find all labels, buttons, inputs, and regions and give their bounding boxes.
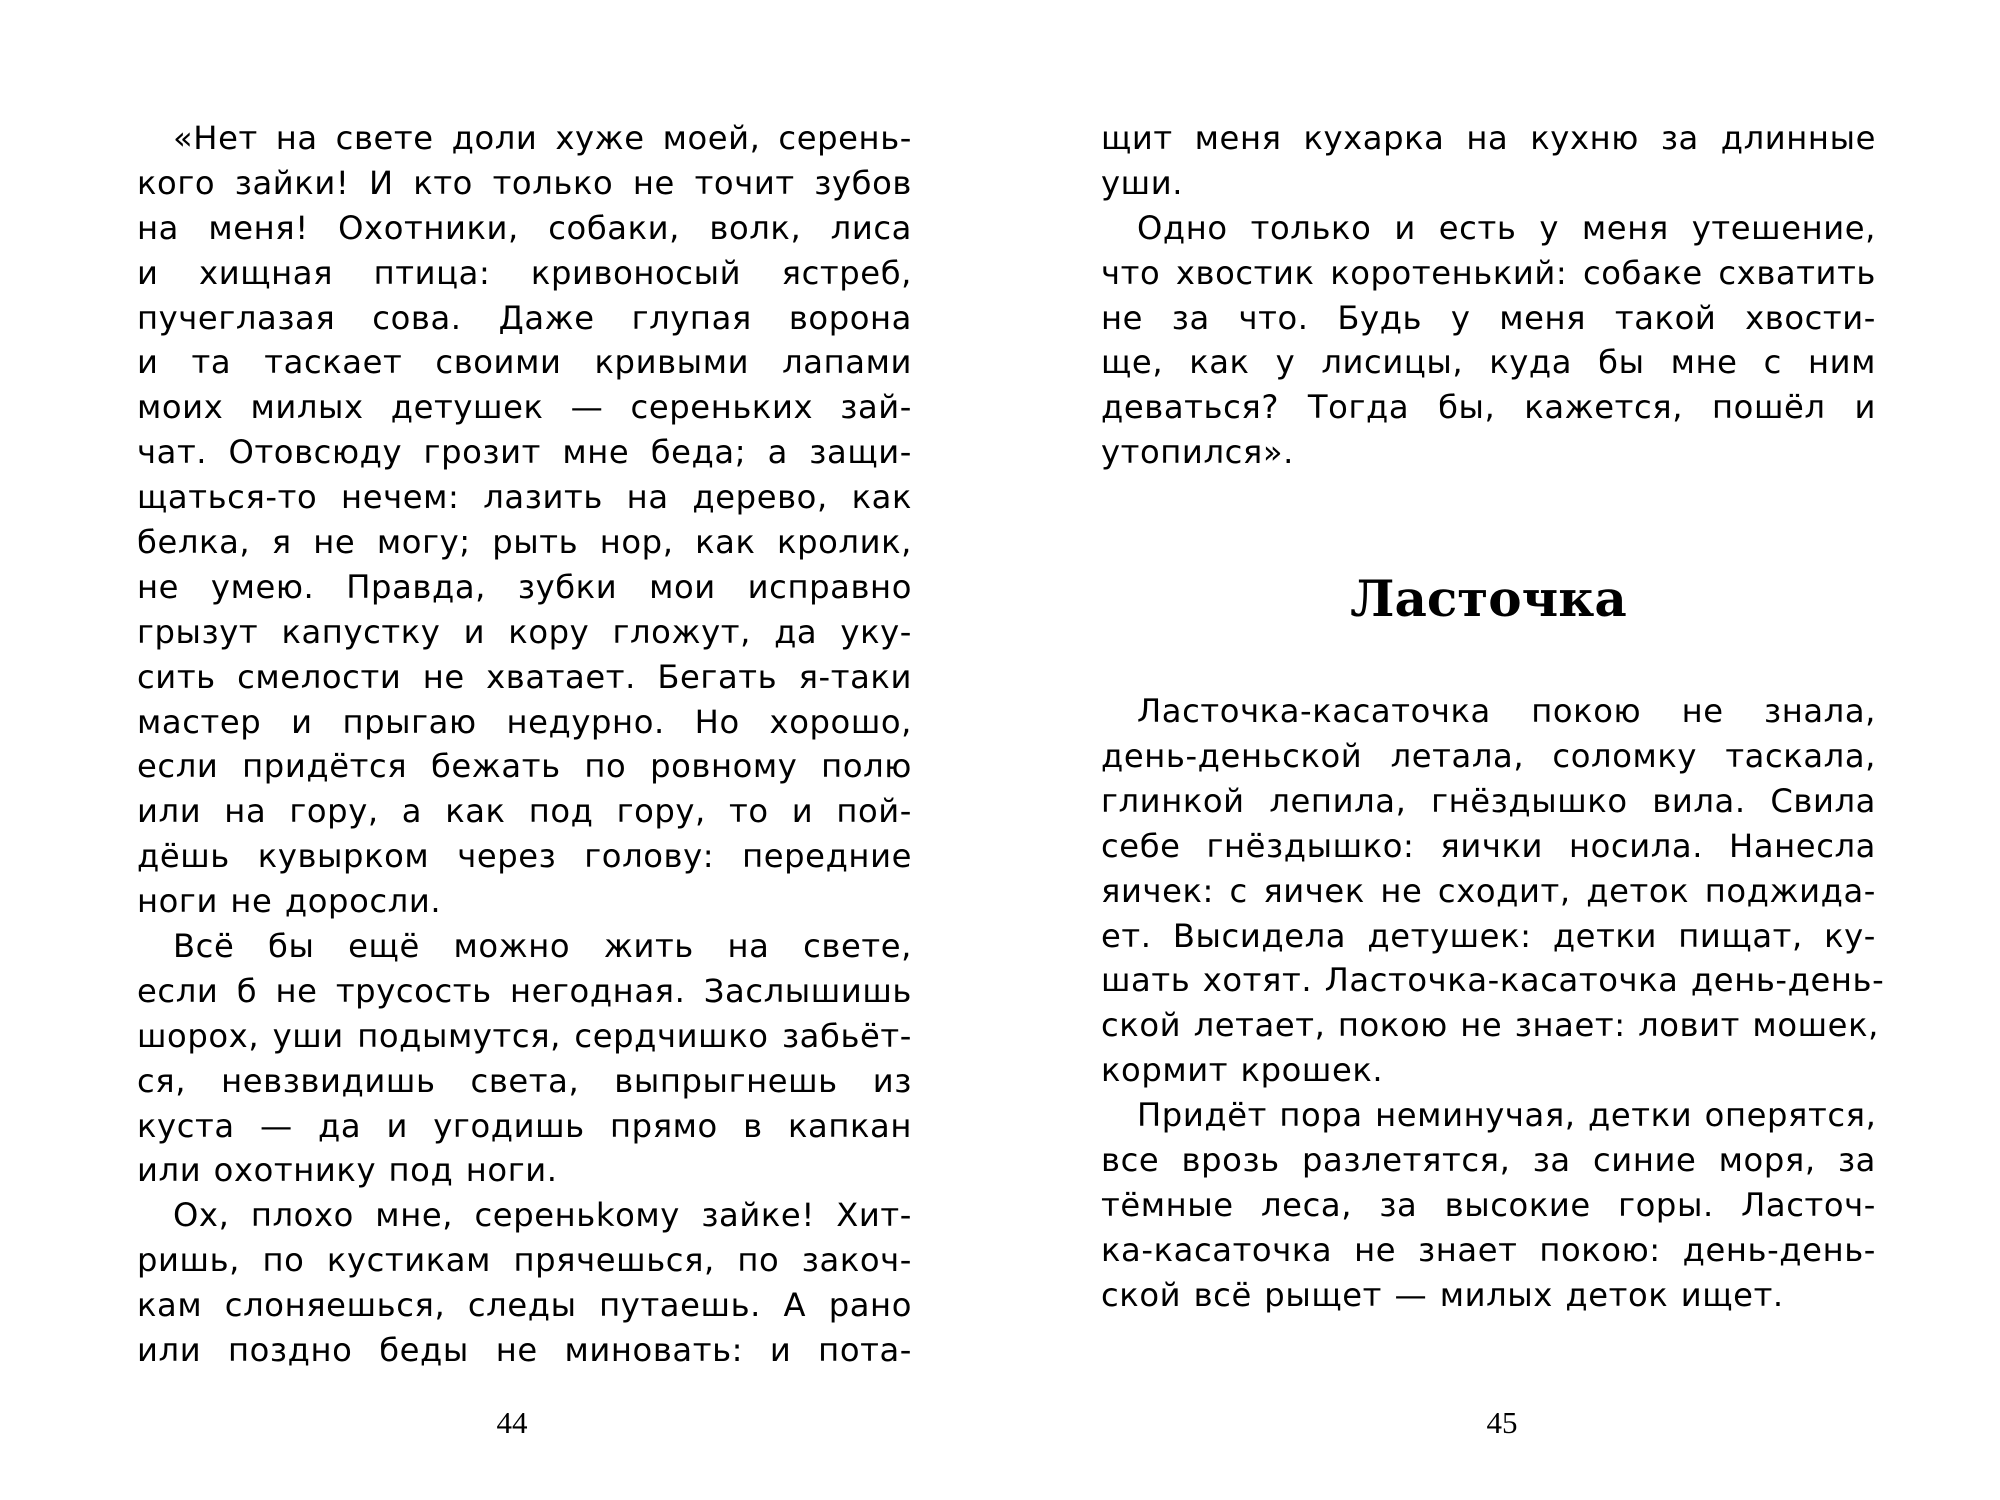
text-line: сить смелости не хватает. Бегать я-таки (137, 657, 912, 696)
text-line: белка, я не могу; рыть нор, как кролик, (137, 523, 912, 562)
text-line: кам слоняешься, следы путаешь. А рано (137, 1286, 912, 1325)
text-line: Ох, плохо мне, сереньkому зайке! Хит- (173, 1196, 912, 1235)
page-number: 44 (496, 1405, 528, 1440)
text-line: щаться-то нечем: лазить на дерево, как (137, 478, 912, 517)
text-line: если придётся бежать по ровному полю (137, 747, 912, 786)
right-page-text (1101, 116, 1885, 1318)
right-page (1000, 0, 2000, 1500)
text-line: моих милых детушек — сереньких зай- (137, 388, 912, 427)
text-line: яичек: с яичек не сходит, деток поджида- (1101, 871, 1876, 910)
text-line: чат. Отовсюду грозит мне беда; а защи- (137, 433, 912, 472)
text-line: и хищная птица: кривоносый ястреб, (137, 253, 912, 292)
text-line: кормит крошек. (1101, 1051, 1384, 1090)
text-line: если б не трусость негодная. Заслышишь (137, 971, 912, 1010)
text-line: или на гору, а как под гору, то и пой- (137, 792, 912, 831)
text-line: пучеглазая сова. Даже глупая ворона (137, 298, 912, 337)
text-line: на меня! Охотники, собаки, волк, лиса (137, 208, 912, 247)
text-line: грызут капустку и кору гложут, да уку- (137, 612, 912, 651)
text-line: глинкой лепила, гнёздышко вила. Свила (1101, 781, 1876, 820)
text-line: или охотнику под ноги. (137, 1151, 558, 1190)
text-line: себе гнёздышко: яички носила. Нанесла (1101, 826, 1876, 865)
text-line: мастер и прыгаю недурно. Но хорошо, (137, 702, 912, 741)
text-line: что хвостик коротенький: собаке схватить (1101, 253, 1876, 292)
text-line: ской всё рыщет — милых деток ищет. (1101, 1275, 1784, 1314)
text-line: Всё бы ещё можно жить на свете, (173, 927, 912, 966)
text-line: ся, невзвидишь света, выпрыгнешь из (137, 1061, 912, 1100)
text-line: все врозь разлетятся, за синие моря, за (1101, 1141, 1876, 1180)
text-line: дёшь кувырком через голову: передние (137, 837, 912, 876)
text-line: ской летает, покою не знает: ловит мошек, (1101, 1006, 1879, 1045)
text-line: «Нет на свете доли хуже моей, серень- (173, 119, 912, 157)
text-line: и та таскает своими кривыми лапами (137, 343, 912, 382)
text-line: не умею. Правда, зубки мои исправно (137, 567, 912, 606)
text-line: тёмные леса, за высокие горы. Ласточ- (1101, 1185, 1876, 1224)
text-line: деваться? Тогда бы, кажется, пошёл и (1101, 388, 1876, 427)
text-line: ришь, по кустикам прячешься, по закоч- (137, 1241, 912, 1280)
text-line: день-деньской летала, соломку таскала, (1101, 737, 1876, 776)
text-line: ноги не доросли. (137, 882, 442, 921)
page-number: 45 (1486, 1405, 1518, 1440)
text-line: шорох, уши подымутся, сердчишко забьёт- (137, 1016, 912, 1055)
text-line: щит меня кухарка на кухню за длинные (1101, 119, 1876, 157)
text-line: утопился». (1101, 433, 1295, 472)
text-line: ще, как у лисицы, куда бы мне с ним (1101, 343, 1876, 382)
left-page-text (137, 116, 912, 1373)
text-line: шать хотят. Ласточка-касаточка день-день- (1101, 961, 1885, 1000)
text-line: ка-касаточка не знает покою: день-день- (1101, 1230, 1876, 1269)
text-line: Ласточка-касаточка покою не знала, (1137, 692, 1876, 731)
text-line: не за что. Будь у меня такой хвости- (1101, 298, 1876, 337)
text-line: Придёт пора неминучая, детки оперятся, (1137, 1096, 1877, 1135)
story-title: Ласточка (1350, 569, 1627, 629)
text-line: кого зайки! И кто только не точит зубов (137, 163, 912, 202)
text-line: уши. (1101, 163, 1184, 202)
text-line: Одно только и есть у меня утешение, (1137, 208, 1876, 247)
text-line: ет. Высидела детушек: детки пищат, ку- (1101, 916, 1876, 955)
text-line: куста — да и угодишь прямо в капкан (137, 1106, 912, 1145)
text-line: или поздно беды не миновать: и пота- (137, 1331, 912, 1370)
